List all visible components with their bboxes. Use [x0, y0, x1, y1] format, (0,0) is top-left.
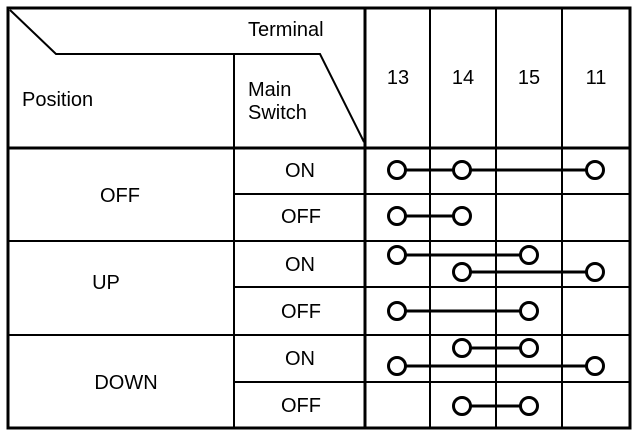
- terminal-header-label: Terminal: [248, 19, 324, 41]
- off-switch-on-label: ON: [285, 160, 315, 182]
- down-on-terminal-15-node: [521, 340, 538, 357]
- main-switch-header-label-line2: Switch: [248, 102, 307, 124]
- down-on-terminal-11-node: [587, 358, 604, 375]
- up-off-terminal-15-node: [521, 303, 538, 320]
- up-on-terminal-13-node: [389, 247, 406, 264]
- up-on-terminal-11-node: [587, 264, 604, 281]
- off-off-terminal-13-node: [389, 208, 406, 225]
- up-off-terminal-13-node: [389, 303, 406, 320]
- terminal-15-label: 15: [517, 67, 541, 89]
- main-switch-header-label: Main: [248, 79, 292, 101]
- terminal-11-label: 11: [585, 67, 607, 89]
- position-up-label: UP: [92, 272, 120, 294]
- up-switch-off-label: OFF: [281, 301, 321, 323]
- position-header-label: Position: [22, 89, 94, 111]
- down-off-terminal-15-node: [521, 398, 538, 415]
- position-off-label: OFF: [100, 185, 140, 207]
- up-switch-on-label: ON: [285, 254, 315, 276]
- down-switch-off-label: OFF: [281, 395, 321, 417]
- terminal-14-label: 14: [451, 67, 475, 89]
- position-down-label: DOWN: [94, 372, 158, 394]
- down-off-terminal-14-node: [454, 398, 471, 415]
- up-on-terminal-15-node: [521, 247, 538, 264]
- off-off-terminal-14-node: [454, 208, 471, 225]
- down-on-terminal-14-node: [454, 340, 471, 357]
- off-switch-off-label: OFF: [281, 206, 321, 228]
- terminal-13-label: 13: [386, 67, 410, 89]
- down-on-terminal-13-node: [389, 358, 406, 375]
- off-on-terminal-13-node: [389, 162, 406, 179]
- down-switch-on-label: ON: [285, 348, 315, 370]
- up-on-terminal-14-node: [454, 264, 471, 281]
- off-on-terminal-11-node: [587, 162, 604, 179]
- off-on-terminal-14-node: [454, 162, 471, 179]
